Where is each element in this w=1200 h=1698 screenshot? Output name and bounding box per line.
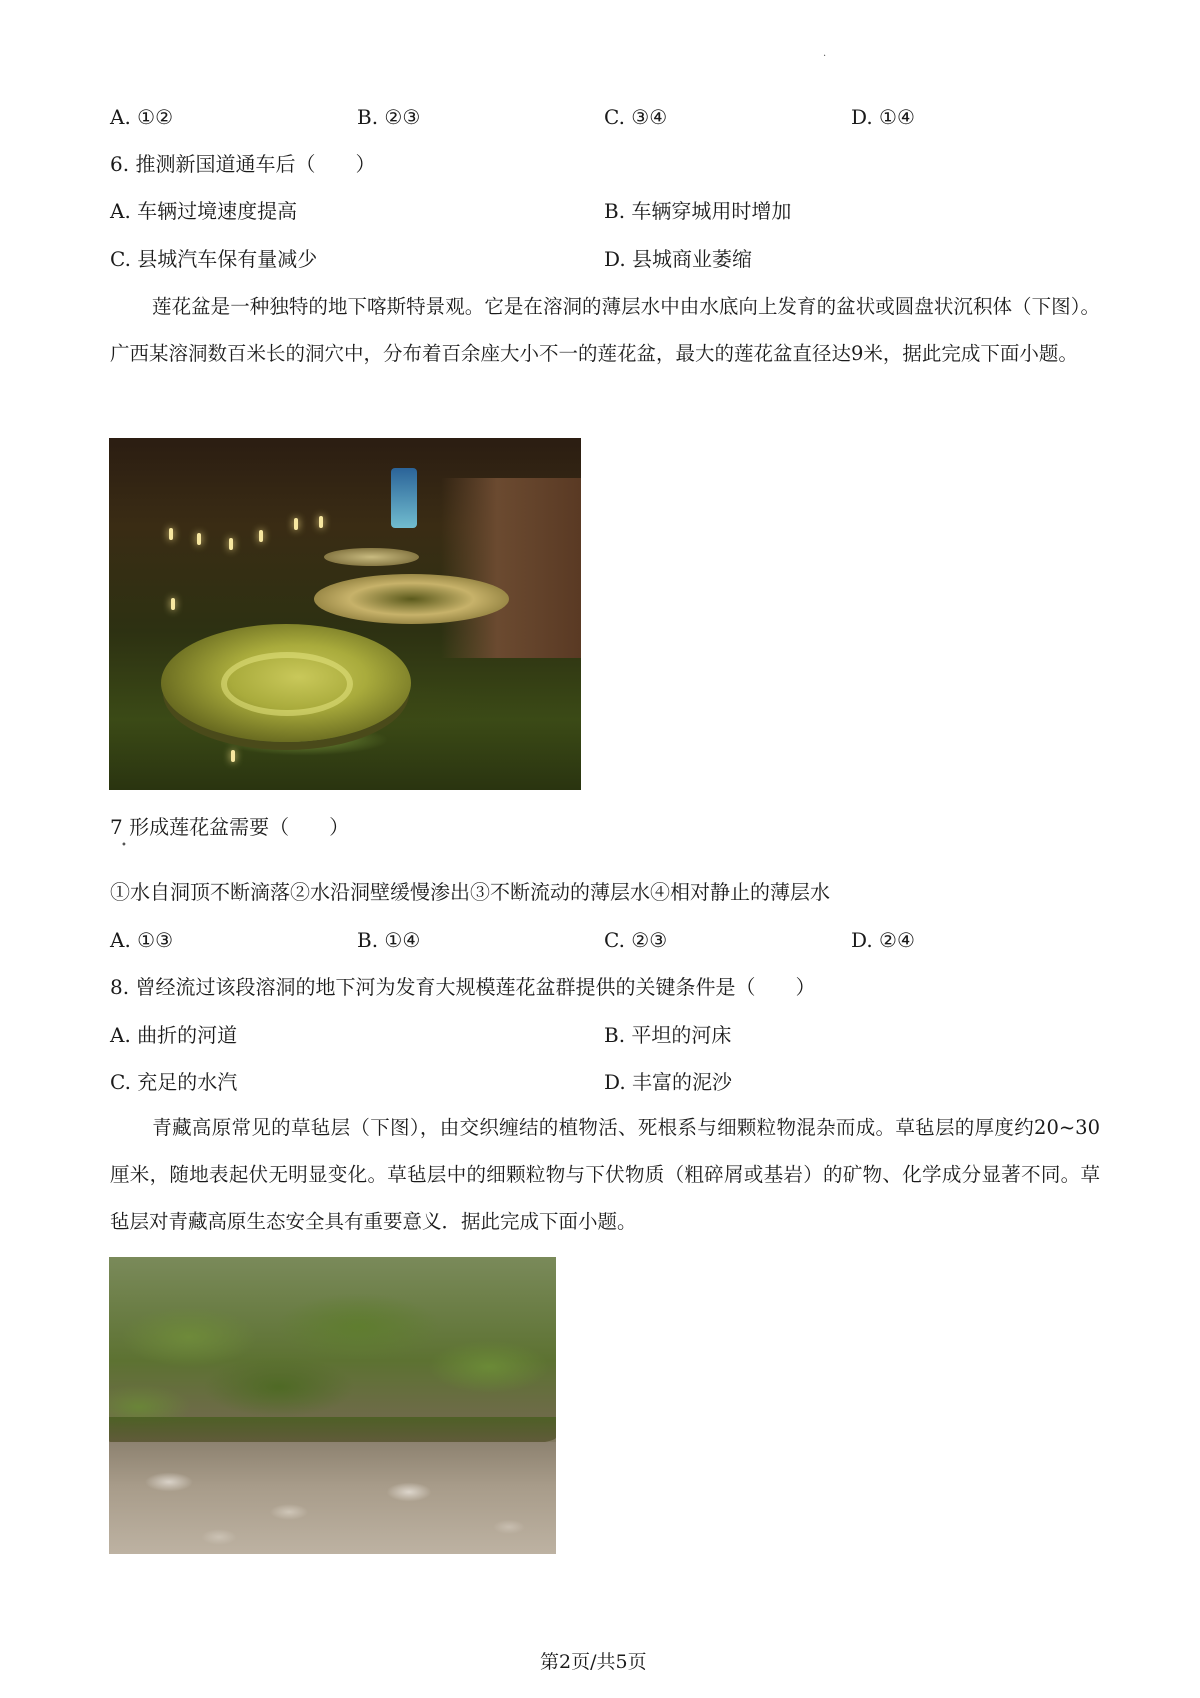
- passage-lotus-basin: [110, 283, 1100, 377]
- q8-option-b: B. 平坦的河床: [604, 1023, 732, 1047]
- q7-option-a: A. ①③: [110, 928, 174, 952]
- q5-option-c: C. ③④: [604, 105, 668, 129]
- q6-option-d: D. 县城商业萎缩: [604, 247, 753, 271]
- q7-stem: 7 形成莲花盆需要（ ）: [110, 815, 350, 839]
- q7-option-c: C. ②③: [604, 928, 668, 952]
- cave-lotus-basin-photo: [109, 438, 581, 790]
- q5-option-b: B. ②③: [357, 105, 421, 129]
- passage-grass-mat: [110, 1104, 1100, 1245]
- q8-stem: 8. 曾经流过该段溶洞的地下河为发育大规模莲花盆群提供的关键条件是（ ）: [110, 975, 816, 999]
- q6-stem: 6. 推测新国道通车后（ ）: [110, 152, 376, 176]
- q7-option-d: D. ②④: [851, 928, 915, 952]
- q7-statements: ①水自洞顶不断滴落②水沿洞壁缓慢渗出③不断流动的薄层水④相对静止的薄层水: [110, 880, 830, 904]
- q6-option-c: C. 县城汽车保有量减少: [110, 247, 318, 271]
- q7-stem-dot: •: [121, 840, 127, 851]
- passage-lotus-basin-text: 莲花盆是一种独特的地下喀斯特景观。它是在溶洞的薄层水中由水底向上发育的盆状或圆盘状沉积体（下图）。广西某溶洞数百米长的洞穴中，分布着百余座大小不一的莲花盆，最大的莲花盆直径达9米，据此完成下面小题。: [110, 295, 1100, 365]
- q8-option-d: D. 丰富的泥沙: [604, 1070, 733, 1094]
- q7-option-b: B. ①④: [357, 928, 421, 952]
- q8-option-a: A. 曲折的河道: [110, 1023, 238, 1047]
- q6-option-b: B. 车辆穿城用时增加: [604, 199, 792, 223]
- passage-grass-mat-text: 青藏高原常见的草毡层（下图），由交织缠结的植物活、死根系与细颗粒物混杂而成。草毡层的厚度约20~30厘米，随地表起伏无明显变化。草毡层中的细颗粒物与下伏物质（粗碎屑或基岩）的矿物、化学成分显著不同。草毡层对青藏高原生态安全具有重要意义．据此完成下面小题。: [110, 1116, 1100, 1233]
- q8-option-c: C. 充足的水汽: [110, 1070, 238, 1094]
- q5-option-d: D. ①④: [851, 105, 915, 129]
- grass-mat-photo: [109, 1257, 556, 1554]
- decorative-dot: .: [823, 48, 827, 59]
- q5-option-a: A. ①②: [110, 105, 174, 129]
- q6-option-a: A. 车辆过境速度提高: [110, 199, 298, 223]
- page-footer: 第2页/共5页: [540, 1651, 647, 1673]
